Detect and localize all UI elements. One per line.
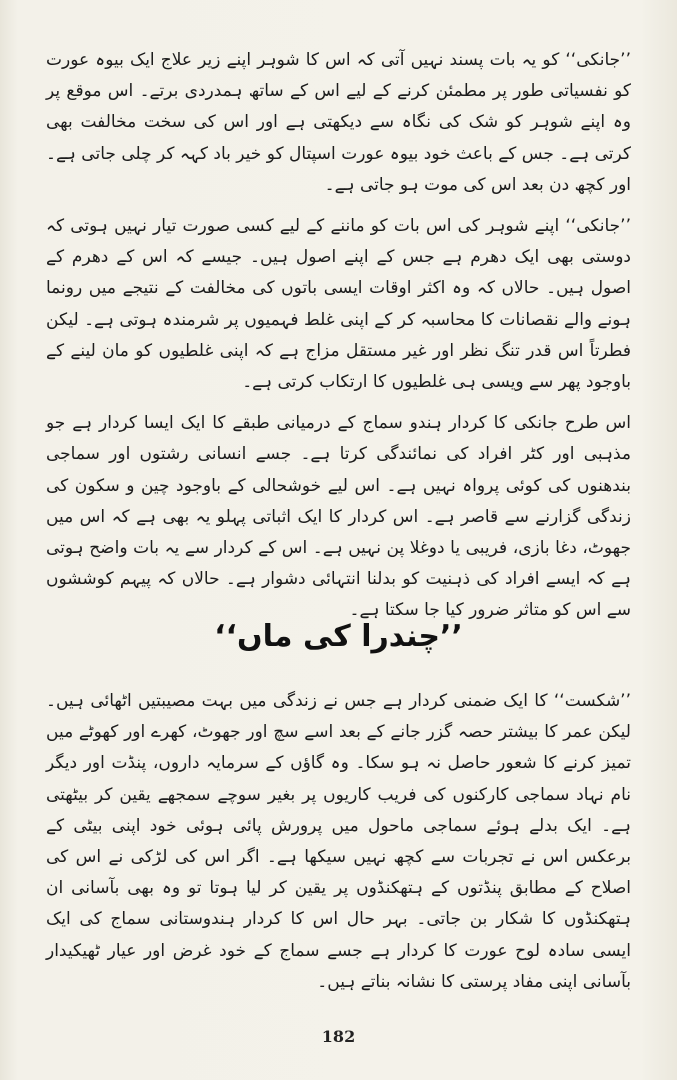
paragraph: اس طرح جانکی کا کردار ہندو سماج کے درمیانی طبقے کا ایک ایسا کردار ہے جو مذہبی اور کٹر افراد کی نمائندگی کرتا ہے۔ جسے انسانی رشتوں اور سماجی بندھنوں کی کوئی پرواہ نہیں ہے۔ اس لیے خوشحالی کے باوجود چین و سکون کی زندگی گزارنے سے قاصر ہے۔ اس کردار کا ایک اثباتی پہلو یہ بھی ہے کہ اس میں جھوٹ، دغا بازی، فریبی یا دوغلا پن نہیں ہے۔ اس کے کردار سے یہ بات واضح ہوتی ہے کہ ایسے افراد کی ذہنیت کو بدلنا انتہائی دشوار ہے۔ حالاں کہ پیہم کوششوں سے اس کو متاثر ضرور کیا جا سکتا ہے۔: [46, 413, 631, 621]
section-chandra-ki-maa: [46, 686, 631, 998]
paragraph: ’’جانکی‘‘ کو یہ بات پسند نہیں آتی کہ اس کا شوہر اپنے زیر علاج ایک بیوہ عورت کو نفسیاتی طور پر مطمئن کرنے کے لیے اس کے ساتھ ہمدردی برتے۔ اس موقع پر وہ اپنے شوہر کو شک کی نگاہ سے دیکھتی ہے اور اس کی سخت مخالفت بھی کرتی ہے۔ جس کے باعث خود بیوہ عورت اسپتال کو خیر باد کہہ کر چلی جاتی ہے۔ اور کچھ دن بعد اس کی موت ہو جاتی ہے۔: [46, 50, 631, 195]
section-heading: ’’چندرا کی ماں‘‘: [214, 619, 463, 654]
page-number: 182: [321, 1027, 356, 1046]
section-janki: [46, 45, 631, 627]
paragraph: ’’شکست‘‘ کا ایک ضمنی کردار ہے جس نے زندگی میں بہت مصیبتیں اٹھائی ہیں۔ لیکن عمر کا بیشتر حصہ گزر جانے کے بعد اسے سچ اور جھوٹ، کھرے اور کھوٹے میں تمیز کرنے کا شعور حاصل نہ ہو سکا۔ وہ گاؤں کے سرمایہ داروں، پنڈت اور دیگر نام نہاد سماجی کارکنوں کی فریب کاریوں پر بغیر سوچے سمجھے یقین کر بیٹھتی ہے۔ ایک بدلے ہوئے سماجی ماحول میں پرورش پائی ہوئی خود اپنی بیٹی کے برعکس اس نے تجربات سے کچھ نہیں سیکھا ہے۔ اگر اس کی لڑکی نے اس کی اصلاح کے مطابق پنڈتوں کے ہتھکنڈوں پر یقین کر لیا ہوتا تو وہ بھی بآسانی ان ہتھکنڈوں کا شکار بن جاتی۔ بہر حال اس کا کردار ہندوستانی سماج کی ایک ایسی سادہ لوح عورت کا کردار ہے جسے سماج کے خود غرض اور عیار ٹھیکیدار بآسانی اپنی مفاد پرستی کا نشانہ بناتے ہیں۔: [46, 691, 631, 992]
paragraph: ’’جانکی‘‘ اپنے شوہر کی اس بات کو ماننے کے لیے کسی صورت تیار نہیں ہوتی کہ دوستی بھی ایک دھرم ہے جس کے اپنے اصول ہیں۔ جیسے کہ اس کے دھرم کے اصول ہیں۔ حالاں کہ وہ اکثر اوقات ایسی باتوں کی مخالفت کے نتیجے میں رونما ہونے والے نقصانات کا محاسبہ کر کے اپنی غلط فہمیوں پر شرمندہ ہوتی ہے۔ لیکن فطرتاً اس قدر تنگ نظر اور غیر مستقل مزاج ہے کہ اپنی غلطیوں کو مان لینے کے باوجود پھر سے ویسی ہی غلطیوں کا ارتکاب کرتی ہے۔: [46, 216, 631, 393]
